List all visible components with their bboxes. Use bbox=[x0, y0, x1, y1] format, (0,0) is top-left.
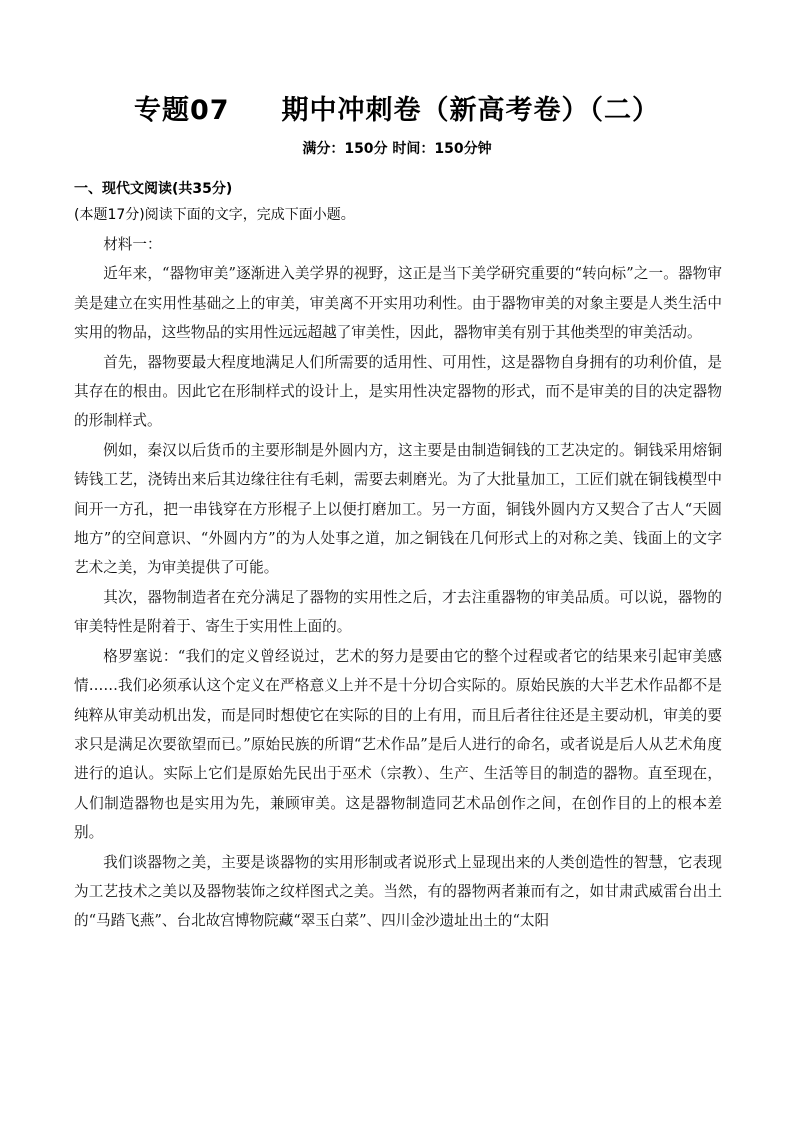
question-instruction: (本题17分)阅读下面的文字，完成下面小题。 bbox=[74, 207, 355, 223]
reading-passage bbox=[74, 230, 722, 936]
document-subtitle: 满分：150分 时间：150分钟 bbox=[302, 141, 492, 157]
passage-paragraph: 格罗塞说：“我们的定义曾经说过，艺术的努力是要由它的整个过程或者它的结果来引起审美感情……我们必须承认这个定义在严格意义上并不是十分切合实际的。原始民族的大半艺术作品都不是纯粹从审美动机出发，而是同时想使它在实际的目的上有用，而且后者往往还是主要动机，审美的要求只是满足次要欲望而已。”原始民族的所谓“艺术作品”是后人进行的命名，或者说是后人从艺术角度进行的追认。实际上它们是原始先民出于巫术（宗教）、生产、生活等目的制造的器物。直至现在，人们制造器物也是实用为先，兼顾审美。这是器物制造同艺术品创作之间，在创作目的上的根本差别。 bbox=[74, 647, 722, 842]
passage-paragraph: 近年来，“器物审美”逐渐进入美学界的视野，这正是当下美学研究重要的“转向标”之一。器物审美是建立在实用性基础之上的审美，审美离不开实用功利性。由于器物审美的对象主要是人类生活中实用的物品，这些物品的实用性远远超越了审美性，因此，器物审美有别于其他类型的审美活动。 bbox=[74, 265, 722, 342]
material-label: 材料一： bbox=[103, 236, 162, 253]
passage-paragraph: 我们谈器物之美，主要是谈器物的实用形制或者说形式上显现出来的人类创造性的智慧，它表现为工艺技术之美以及器物装饰之纹样图式之美。当然，有的器物两者兼而有之，如甘肃武威雷台出土的“马踏飞燕”、台北故宫博物院藏“翠玉白菜”、四川金沙遗址出土的“太阳 bbox=[74, 853, 722, 930]
passage-paragraph: 例如，秦汉以后货币的主要形制是外圆内方，这主要是由制造铜钱的工艺决定的。铜钱采用熔铜铸钱工艺，浇铸出来后其边缘往往有毛刺，需要去刺磨光。为了大批量加工，工匠们就在铜钱模型中间开一方孔，把一串钱穿在方形棍子上以便打磨加工。另一方面，铜钱外圆内方又契合了古人“天圆地方”的空间意识、“外圆内方”的为人处事之道，加之铜钱在几何形式上的对称之美、钱面上的文字艺术之美，为审美提供了可能。 bbox=[74, 441, 722, 577]
passage-paragraph: 首先，器物要最大程度地满足人们所需要的适用性、可用性，这是器物自身拥有的功利价值，是其存在的根由。因此它在形制样式的设计上，是实用性决定器物的形式，而不是审美的目的决定器物的形制样式。 bbox=[74, 353, 722, 430]
passage-paragraph: 其次，器物制造者在充分满足了器物的实用性之后，才去注重器物的审美品质。可以说，器物的审美特性是附着于、寄生于实用性上面的。 bbox=[74, 588, 722, 636]
section-heading: 一、现代文阅读(共35分) bbox=[74, 181, 233, 197]
document-title: 专题07 期中冲刺卷（新高考卷）（二） bbox=[133, 95, 661, 126]
